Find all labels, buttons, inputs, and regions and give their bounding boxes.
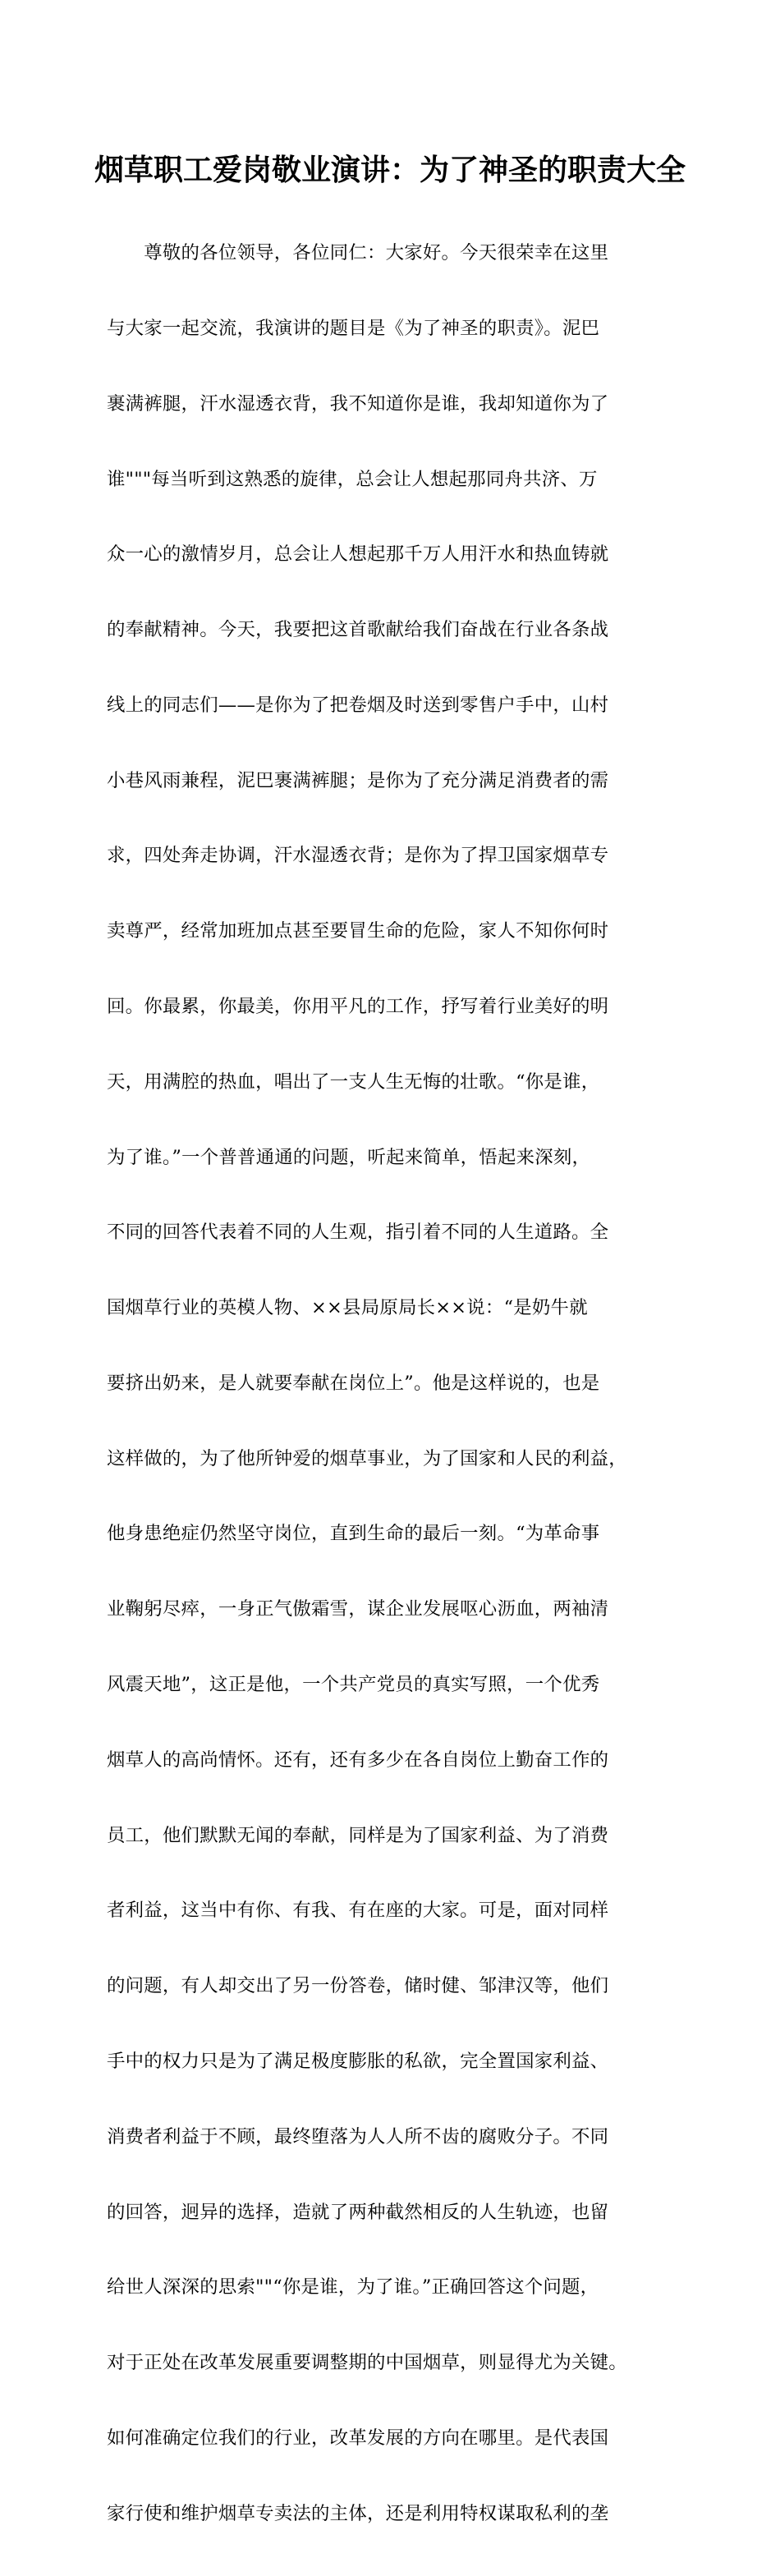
body-line: 回。你最累，你最美，你用平凡的工作，抒写着行业美好的明	[107, 996, 609, 1017]
body-line: 风震天地”，这正是他，一个共产党员的真实写照，一个优秀	[107, 1674, 600, 1696]
body-line: 谁"""每当听到这熟悉的旋律，总会让人想起那同舟共济、万	[107, 468, 598, 490]
body-line: 者利益，这当中有你、有我、有在座的大家。可是，面对同样	[107, 1900, 609, 1922]
body-line: 这样做的，为了他所钟爱的烟草事业，为了国家和人民的利益，	[107, 1447, 627, 1469]
body-line: 尊敬的各位领导，各位同仁：大家好。今天很荣幸在这里	[107, 242, 609, 264]
document-body	[107, 190, 698, 2576]
body-line: 对于正处在改革发展重要调整期的中国烟草，则显得尤为关键。	[107, 2352, 627, 2374]
document-title: 烟草职工爱岗敬业演讲：为了神圣的职责大全	[94, 154, 686, 187]
body-line: 要挤出奶来，是人就要奉献在岗位上”。他是这样说的，也是	[107, 1372, 600, 1394]
body-line: 国烟草行业的英模人物、××县局原局长××说：“是奶牛就	[107, 1297, 588, 1319]
body-line: 手中的权力只是为了满足极度膨胀的私欲，完全置国家利益、	[107, 2050, 609, 2072]
body-line: 卖尊严，经常加班加点甚至要冒生命的危险，家人不知你何时	[107, 920, 609, 942]
body-line: 业鞠躬尽瘁，一身正气傲霜雪，谋企业发展呕心沥血，两袖清	[107, 1598, 609, 1620]
body-line: 不同的回答代表着不同的人生观，指引着不同的人生道路。全	[107, 1222, 609, 1244]
body-line: 裹满裤腿，汗水湿透衣背，我不知道你是谁，我却知道你为了	[107, 392, 609, 415]
body-line: 求，四处奔走协调，汗水湿透衣背；是你为了捍卫国家烟草专	[107, 845, 609, 867]
body-line: 众一心的激情岁月，总会让人想起那千万人用汗水和热血铸就	[107, 543, 609, 566]
body-line: 他身患绝症仍然坚守岗位，直到生命的最后一刻。“为革命事	[107, 1523, 600, 1545]
body-line: 的问题，有人却交出了另一份答卷，储时健、邹津汉等，他们	[107, 1975, 609, 1997]
body-line: 给世人深深的思索""“你是谁，为了谁。”正确回答这个问题，	[107, 2276, 599, 2299]
body-line: 线上的同志们——是你为了把卷烟及时送到零售户手中，山村	[107, 694, 609, 716]
body-line: 小巷风雨兼程，泥巴裹满裤腿；是你为了充分满足消费者的需	[107, 769, 609, 791]
body-line: 如何准确定位我们的行业，改革发展的方向在哪里。是代表国	[107, 2427, 609, 2449]
body-line: 为了谁。”一个普普通通的问题，听起来简单，悟起来深刻，	[107, 1146, 591, 1168]
body-line: 天，用满腔的热血，唱出了一支人生无悔的壮歌。“你是谁，	[107, 1070, 600, 1093]
body-line: 与大家一起交流，我演讲的题目是《为了神圣的职责》。泥巴	[107, 317, 600, 339]
body-line: 烟草人的高尚情怀。还有，还有多少在各自岗位上勤奋工作的	[107, 1749, 609, 1771]
body-line: 家行使和维护烟草专卖法的主体，还是利用特权谋取私利的垄	[107, 2502, 609, 2524]
body-line: 消费者利益于不顾，最终堕落为人人所不齿的腐败分子。不同	[107, 2125, 609, 2147]
body-line: 的奉献精神。今天，我要把这首歌献给我们奋战在行业各条战	[107, 619, 609, 641]
body-line: 的回答，迥异的选择，造就了两种截然相反的人生轨迹，也留	[107, 2201, 609, 2223]
body-line: 员工，他们默默无闻的奉献，同样是为了国家利益、为了消费	[107, 1824, 609, 1846]
